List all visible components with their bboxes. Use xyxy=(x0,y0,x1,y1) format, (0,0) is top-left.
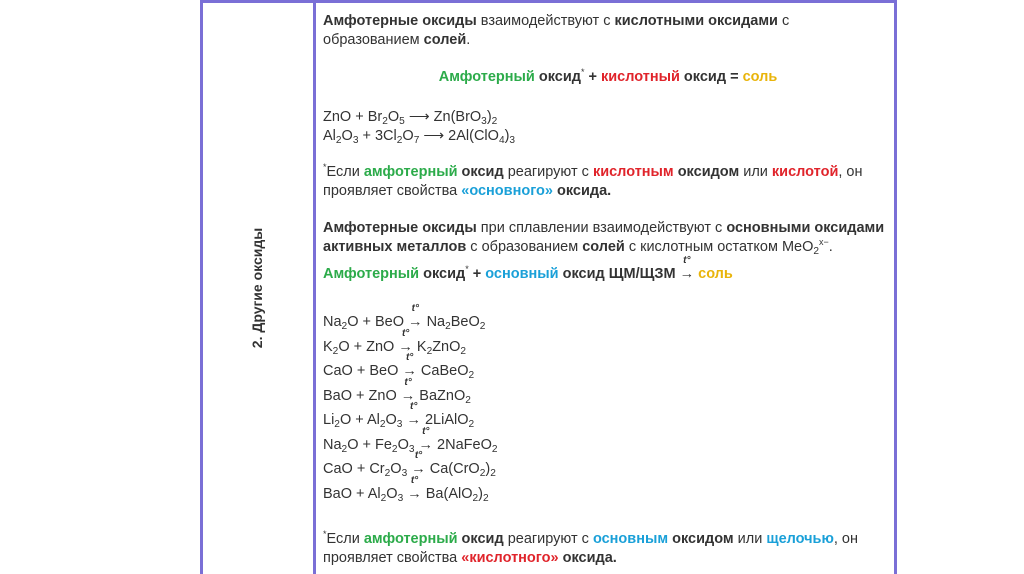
formula-text: Li xyxy=(323,412,335,428)
heat-arrow xyxy=(408,303,423,332)
text: Al xyxy=(323,128,336,144)
formula-text: O + Fe xyxy=(347,436,392,453)
word-acidic: кислотный xyxy=(600,69,680,85)
formula-text: BeO xyxy=(450,314,480,330)
text: реагируют с xyxy=(503,164,593,180)
word-oxide: оксид = xyxy=(679,69,743,85)
text: проявляет свойства xyxy=(323,183,462,199)
note-basic-properties xyxy=(323,163,893,181)
arrow-icon: → xyxy=(402,363,417,379)
subscript: 2 xyxy=(445,321,451,332)
asterisk: * xyxy=(580,67,585,77)
table-right-border xyxy=(894,0,897,574)
heat-arrow xyxy=(407,474,422,504)
word-oxide: оксида. xyxy=(552,183,612,199)
word-acidic: кислотным xyxy=(592,164,674,180)
subscript: 2 xyxy=(460,345,467,357)
t-mark: t° xyxy=(410,401,418,412)
general-formula-basic xyxy=(323,255,893,283)
sub: 2 xyxy=(491,116,498,127)
subscript: 2 xyxy=(491,443,498,455)
subscript: 2 xyxy=(341,443,348,455)
text: Если xyxy=(326,164,364,180)
text: ) xyxy=(504,128,510,144)
t-mark: t° xyxy=(411,303,419,314)
subscript: 2 xyxy=(391,443,398,455)
word-oxide: оксид xyxy=(534,69,581,85)
word-amphoteric: Амфотерный xyxy=(438,69,535,85)
sub: 2 xyxy=(813,246,820,257)
arrow-icon: → xyxy=(679,266,695,282)
word-oxide: оксид xyxy=(457,531,504,547)
subscript: 2 xyxy=(472,492,479,504)
heated-reaction xyxy=(323,450,893,479)
text: O xyxy=(402,128,414,144)
text: , он xyxy=(833,531,858,547)
heated-reaction xyxy=(323,425,893,455)
formula-text: O + ZnO xyxy=(338,338,399,355)
term-amphoteric-oxides: Амфотерные оксиды xyxy=(323,13,477,29)
reaction-al2o3-cl2o7 xyxy=(323,127,893,145)
formula-text: CaO + BeO xyxy=(323,363,403,379)
heat-arrow xyxy=(406,401,421,430)
plus-sign xyxy=(469,266,486,282)
plus-sign xyxy=(584,69,601,85)
arrow-icon: → xyxy=(408,314,423,330)
subscript: 2 xyxy=(426,345,433,357)
formula-text: Ca(CrO xyxy=(425,461,480,477)
word-oxide: оксид xyxy=(419,266,466,282)
asterisk: * xyxy=(323,529,327,539)
subscript: 2 xyxy=(465,394,471,406)
t-mark: t° xyxy=(404,376,412,388)
word-salt: соль xyxy=(698,266,733,282)
formula-text: ) xyxy=(485,461,491,477)
subscript: 2 xyxy=(490,468,496,479)
formula-text: O + BeO xyxy=(347,314,409,330)
word-oxide: оксидом xyxy=(668,531,734,547)
t-mark: t° xyxy=(683,255,691,266)
plus: + xyxy=(588,69,597,85)
arrow-icon: → xyxy=(418,436,434,453)
text: или xyxy=(739,164,772,180)
t-mark: t° xyxy=(405,352,414,363)
term-basic-oxides: основными оксидами xyxy=(726,220,885,236)
heated-reaction xyxy=(323,376,893,406)
text: реагируют с xyxy=(503,531,593,547)
asterisk: * xyxy=(465,264,469,274)
subscript: 2 xyxy=(380,492,387,504)
formula-text: BaO + Al xyxy=(323,485,381,502)
text: O xyxy=(387,109,400,125)
sub: 2 xyxy=(335,135,342,146)
word-basic: основным xyxy=(592,531,669,547)
formula-text: O + Al xyxy=(339,412,380,428)
text: проявляет свойства xyxy=(323,550,462,566)
term-acidic-oxides: кислотными оксидами xyxy=(614,13,778,29)
term-salts: солей xyxy=(423,32,467,48)
heated-reaction xyxy=(323,401,893,430)
note-acidic-properties-line2 xyxy=(323,549,893,567)
word-basic: основный xyxy=(485,266,559,282)
t-mark: t° xyxy=(401,327,410,339)
formula-text: O xyxy=(385,412,397,428)
sub: 4 xyxy=(498,135,505,146)
formula-text: O xyxy=(386,485,398,502)
arrow-icon: → xyxy=(411,461,426,477)
paragraph-amphoteric-with-acidic xyxy=(323,12,893,30)
formula-text: BaZnO xyxy=(415,387,466,404)
arrow-icon: → xyxy=(406,412,421,428)
heat-arrow xyxy=(679,255,695,283)
term-salts: солей xyxy=(582,239,625,255)
paragraph-fusion-with-basic xyxy=(323,219,893,237)
formula-text: 2NaFeO xyxy=(433,436,492,453)
formula-text: ZnO xyxy=(432,338,461,355)
sub: 3 xyxy=(481,116,487,127)
note-basic-properties-line2 xyxy=(323,182,893,200)
sup: x− xyxy=(819,237,829,247)
text: с xyxy=(777,13,790,29)
formula-text: Na xyxy=(422,314,446,330)
text: O xyxy=(341,128,353,144)
formula-text: ) xyxy=(478,485,483,502)
t-mark: t° xyxy=(410,474,419,486)
term-active-metals: активных металлов xyxy=(323,239,467,255)
subscript: 2 xyxy=(332,345,339,357)
subscript: 3 xyxy=(397,492,404,504)
word-amphoteric: амфотерный xyxy=(363,164,458,180)
sub: 3 xyxy=(509,135,516,146)
top-border-line xyxy=(200,0,896,3)
reaction-zno-br2o5 xyxy=(323,108,893,126)
formula-text: O xyxy=(390,461,402,477)
text: или xyxy=(733,531,767,547)
text: с кислотным остатком MeO xyxy=(624,239,814,255)
paragraph-amphoteric-with-acidic-line2 xyxy=(323,31,893,49)
row-label: 2. Другие оксиды xyxy=(249,227,265,349)
text: + 3Cl xyxy=(358,128,397,144)
sub: 2 xyxy=(396,135,403,146)
arrow-icon: → xyxy=(407,485,422,502)
arrow-icon: → xyxy=(400,387,416,404)
formula-text: Ba(AlO xyxy=(421,485,473,502)
formula-text: Na xyxy=(323,314,342,330)
note-acidic-properties xyxy=(323,530,893,548)
word-oxide: оксидом xyxy=(673,164,740,180)
sub: 3 xyxy=(352,135,359,146)
arrow-icon: → xyxy=(398,338,413,355)
formula-text: CaBeO xyxy=(416,363,469,379)
subscript: 2 xyxy=(379,419,386,430)
word-amphoteric: амфотерный xyxy=(363,531,458,547)
word-basic-quoted: «основного» xyxy=(461,183,553,199)
subscript: 2 xyxy=(482,492,489,504)
table-column-divider xyxy=(313,0,316,574)
sub: 5 xyxy=(399,116,405,127)
formula-text: O xyxy=(397,436,409,453)
term-amphoteric-oxides: Амфотерные оксиды xyxy=(323,220,477,236)
subscript: 2 xyxy=(468,419,475,430)
heated-reaction xyxy=(323,474,893,504)
text: ZnO + Br xyxy=(323,109,383,125)
text: . xyxy=(466,32,471,48)
subscript: 3 xyxy=(408,443,415,455)
word-acidic-quoted: «кислотного» xyxy=(461,550,559,566)
subscript: 2 xyxy=(479,468,486,479)
word-acid: кислотой xyxy=(771,164,839,180)
sub: 7 xyxy=(413,135,420,146)
text: с образованием xyxy=(466,239,583,255)
t-mark: t° xyxy=(414,450,423,461)
word-alkali: щелочью xyxy=(766,531,834,547)
text: образованием xyxy=(323,32,424,48)
subscript: 3 xyxy=(396,419,403,430)
text: взаимодействуют с xyxy=(476,13,615,29)
word-oxide: оксида. xyxy=(558,550,617,566)
subscript: 2 xyxy=(384,468,391,479)
text: ⟶ 2Al(ClO xyxy=(419,128,499,144)
asterisk: * xyxy=(323,162,327,172)
subscript: 2 xyxy=(341,321,348,332)
plus: + xyxy=(472,266,482,282)
text: Если xyxy=(326,531,364,547)
general-formula-acidic xyxy=(323,68,893,86)
table-left-border xyxy=(200,0,203,574)
text: . xyxy=(828,239,833,255)
text: ) xyxy=(486,109,492,125)
word-amphoteric: Амфотерный xyxy=(323,266,420,282)
formula-text: BaO + ZnO xyxy=(323,387,401,404)
text: ⟶ Zn(BrO xyxy=(404,109,482,125)
word-salt: соль xyxy=(742,69,778,85)
formula-text: K xyxy=(323,338,333,355)
t-mark: t° xyxy=(422,425,430,437)
subscript: 2 xyxy=(468,370,475,381)
word-oxide: оксид xyxy=(457,164,504,180)
formula-text: Na xyxy=(323,436,342,453)
text: , он xyxy=(838,164,863,180)
paragraph-fusion-with-basic-line2 xyxy=(323,238,893,256)
formula-text: 2LiAlO xyxy=(420,412,469,428)
formula-text: K xyxy=(412,338,427,355)
word-oxide-shm: оксид ЩМ/ЩЗМ xyxy=(558,266,680,282)
formula-text: CaO + Cr xyxy=(323,461,385,477)
subscript: 2 xyxy=(334,419,340,430)
subscript: 2 xyxy=(479,321,486,332)
text: при сплавлении взаимодействуют с xyxy=(476,220,727,236)
sub: 2 xyxy=(382,116,388,127)
subscript: 3 xyxy=(401,468,408,479)
